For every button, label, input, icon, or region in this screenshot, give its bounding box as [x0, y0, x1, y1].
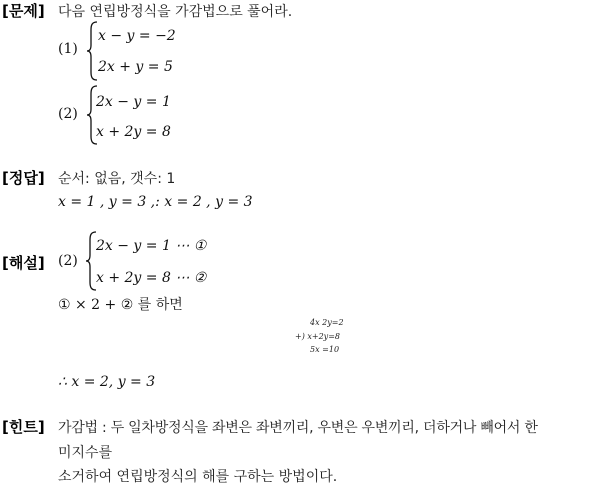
hint-line-3: 소거하여 연립방정식의 해를 구하는 방법이다. [58, 469, 338, 485]
work-line-2: +) x+2y=8 [295, 332, 340, 341]
system-1-label: (1) [58, 41, 78, 57]
answer-meta: 순서: 없음, 갯수: 1 [58, 171, 176, 187]
work-line-1: 4x 2y=2 [310, 318, 344, 327]
hint-tag: [힌트] [2, 418, 45, 436]
solution-step-text: 를 하면 [133, 297, 183, 313]
system-1-eq2: 2x + y = 5 [98, 59, 173, 75]
answer-line: x = 1 , y = 3 ,: x = 2 , y = 3 [58, 194, 253, 210]
solution-eq1: 2x − y = 1 ⋯ ① [96, 238, 207, 254]
solution-label: (2) [58, 253, 78, 269]
work-line-3: 5x =10 [310, 345, 340, 354]
system-1-brace [85, 20, 99, 82]
solution-eq2: x + 2y = 8 ⋯ ② [96, 270, 207, 286]
solution-step-math: ① × 2 + ② [58, 297, 134, 313]
system-1-eq1: x − y = −2 [98, 28, 176, 44]
solution-result: ∴ x = 2, y = 3 [58, 374, 156, 390]
system-2-eq2: x + 2y = 8 [96, 124, 171, 140]
system-2-eq1: 2x − y = 1 [96, 94, 171, 110]
solution-step [58, 294, 183, 314]
system-2-label: (2) [58, 106, 78, 122]
answer-tag: [정답] [2, 169, 45, 187]
hint-line-2: 미지수를 [58, 445, 113, 461]
problem-instruction: 다음 연립방정식을 가감법으로 풀어라. [58, 4, 293, 20]
solution-tag: [해설] [2, 254, 45, 272]
problem-tag: [문제] [2, 2, 45, 20]
hint-line-1: 가감법 : 두 일차방정식을 좌변은 좌변끼리, 우변은 우변끼리, 더하거나 빼어서 한 [58, 420, 538, 436]
